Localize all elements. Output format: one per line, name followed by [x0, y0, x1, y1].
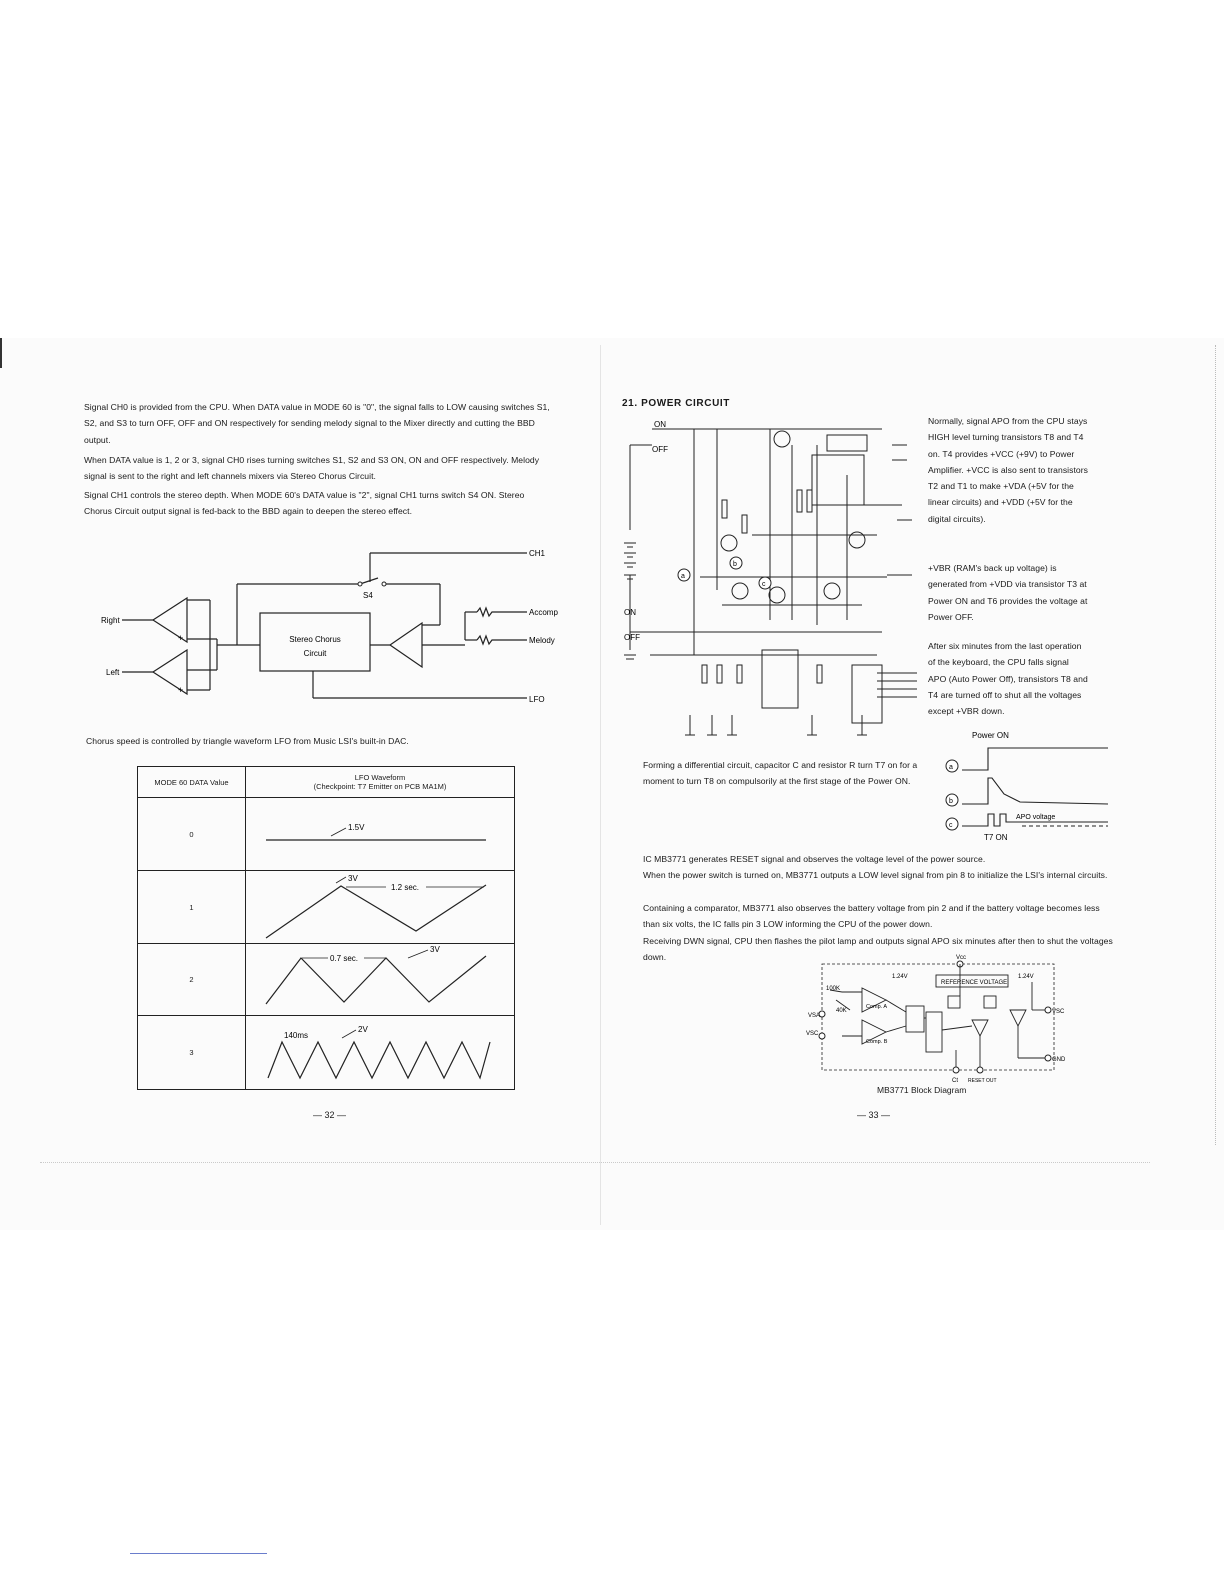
svg-text:+: + — [178, 685, 184, 695]
power-circuit-schematic — [622, 415, 924, 750]
timing-power-on: Power ON — [972, 731, 1009, 740]
block-ct: Ct — [952, 1078, 958, 1084]
wave-label: 1.2 sec. — [391, 883, 420, 892]
switch-off-top: OFF — [652, 445, 668, 454]
block-comp-a: Comp. A — [866, 1004, 888, 1010]
waveform-cell — [246, 1016, 515, 1090]
label-chorus-1: Stereo Chorus — [289, 635, 341, 644]
waveform-cell — [246, 798, 515, 871]
left-paragraph-2: When DATA value is 1, 2 or 3, signal CH0 rises turning switches S1, S2 and S3 ON, ON and OFF respectively. Melody signal is sent to the right and left channels mixers via Stereo Chorus Circuit. — [84, 455, 540, 482]
wave-label: 140ms — [284, 1031, 309, 1040]
row-value: 2 — [138, 944, 246, 1016]
wave-label: 0.7 sec. — [330, 954, 359, 963]
block-diagram-caption: MB3771 Block Diagram — [877, 1085, 967, 1095]
block-vcc: Vcc — [956, 955, 967, 961]
node-c: c — [762, 581, 766, 588]
reset-paragraph-1: IC MB3771 generates RESET signal and observes the voltage level of the power source. — [643, 854, 986, 864]
section-heading: 21. POWER CIRCUIT — [622, 398, 730, 409]
block-comp-b: Comp. B — [866, 1039, 888, 1045]
wave-label: 3V — [430, 945, 440, 954]
row-value: 3 — [138, 1016, 246, 1090]
timing-b: b — [949, 798, 953, 805]
table-row — [138, 944, 515, 1016]
reset-paragraph-4: Receiving DWN signal, CPU then flashes the pilot lamp and outputs signal APO six minutes after then to shut the voltages down. — [643, 936, 1113, 963]
waveform-cell — [246, 944, 515, 1016]
label-chorus-2: Circuit — [303, 649, 327, 658]
left-paragraph-1: Signal CH0 is provided from the CPU. When DATA value in MODE 60 is "0", the signal falls to LOW causing switches S1, S2, and S3 to turn OFF, OFF and ON respectively for sending melody signal to the Mixer directly and cutting the BBD output. — [84, 402, 550, 445]
table-row — [138, 1016, 515, 1090]
block-vsc-out: VSC — [1052, 1009, 1065, 1015]
row-value: 0 — [138, 798, 246, 871]
left-paragraph-3: Signal CH1 controls the stereo depth. When MODE 60's DATA value is "2", signal CH1 turns switch S4 ON. Stereo Chorus Circuit output signal is fed-back to the BBD again to deepen the stereo effect. — [84, 490, 525, 517]
page-fold — [600, 345, 601, 1225]
timing-t7-on: T7 ON — [984, 833, 1008, 842]
label-right: Right — [101, 616, 120, 625]
chorus-caption: Chorus speed is controlled by triangle waveform LFO from Music LSI's built-in DAC. — [86, 736, 409, 746]
side-paragraph-3: After six minutes from the last operation of the keyboard, the CPU falls signal APO (Auto Power Off), transistors T8 and T4 are turned off to shut all the voltages except +VBR down. — [928, 641, 1088, 717]
label-melody: Melody — [529, 636, 555, 645]
lfo-table — [137, 766, 515, 1090]
block-40k: 40K — [836, 1008, 847, 1014]
table-row — [138, 798, 515, 871]
side-paragraph-1: Normally, signal APO from the CPU stays HIGH level turning transistors T8 and T4 on. T4 provides +VCC (+9V) to Power Amplifier. +VCC is also sent to transistors T2 and T1 to make +VDA (+5V for the linear circuits) and +VDD (+5V for the digital circuits). — [928, 416, 1088, 524]
block-gnd: GND — [1052, 1057, 1066, 1063]
svg-text:+: + — [178, 633, 184, 643]
block-100k: 100K — [826, 986, 841, 992]
forming-text: Forming a differential circuit, capacitor C and resistor R turn T7 on for a moment to turn T8 on compulsorily at the first stage of the Power ON. — [643, 760, 918, 787]
row-value: 1 — [138, 871, 246, 944]
switch-on-bottom: ON — [624, 608, 636, 617]
timing-a: a — [949, 764, 953, 771]
node-b: b — [733, 561, 737, 568]
block-124-b: 1.24V — [1018, 974, 1034, 980]
block-vsc-in: VSC — [806, 1031, 819, 1037]
label-s4: S4 — [363, 591, 373, 600]
table-row — [138, 871, 515, 944]
col-header-mode: MODE 60 DATA Value — [138, 767, 246, 798]
label-accomp: Accomp — [529, 608, 558, 617]
block-reset: RESET OUT — [968, 1078, 997, 1084]
scan-edge — [0, 338, 2, 368]
block-ref: REFERENCE VOLTAGE — [941, 980, 1008, 986]
page-number-left: — 32 — — [313, 1110, 347, 1120]
label-lfo: LFO — [529, 695, 545, 704]
col-header-lfo — [246, 767, 515, 798]
switch-on-top: ON — [654, 420, 666, 429]
col-header-lfo-1: LFO Waveform — [354, 773, 406, 782]
timing-c: c — [949, 822, 953, 829]
label-ch1: CH1 — [529, 549, 546, 558]
block-vsa: VSA — [808, 1013, 821, 1019]
stereo-chorus-diagram — [95, 540, 585, 720]
reset-paragraph-3: Containing a comparator, MB3771 also observes the battery voltage from pin 2 and if the battery voltage becomes less than six volts, the IC falls pin 3 LOW informing the CPU of the power down. — [643, 903, 1100, 930]
wave-label: 1.5V — [348, 823, 365, 832]
block-124-a: 1.24V — [892, 974, 908, 980]
reset-paragraph-2: When the power switch is turned on, MB3771 outputs a LOW level signal from pin 8 to initialize the LSI's internal circuits. — [643, 870, 1108, 880]
bottom-rule — [130, 1553, 267, 1554]
scan-noise — [40, 1162, 1150, 1179]
wave-label: 2V — [358, 1025, 368, 1034]
timing-diagram — [940, 728, 1112, 846]
wave-label: 3V — [348, 874, 358, 883]
scan-edge-right — [1214, 345, 1216, 1145]
node-a: a — [681, 573, 685, 580]
mb3771-block-diagram — [800, 950, 1070, 1090]
timing-apo: APO voltage — [1016, 814, 1056, 821]
switch-off-bottom: OFF — [624, 633, 640, 642]
waveform-cell — [246, 871, 515, 944]
label-left: Left — [106, 668, 120, 677]
col-header-lfo-2: (Checkpoint: T7 Emitter on PCB MA1M) — [313, 782, 447, 791]
page-number-right: — 33 — — [857, 1110, 891, 1120]
side-paragraph-2: +VBR (RAM's back up voltage) is generated from +VDD via transistor T3 at Power ON and T6 provides the voltage at Power OFF. — [928, 563, 1088, 622]
